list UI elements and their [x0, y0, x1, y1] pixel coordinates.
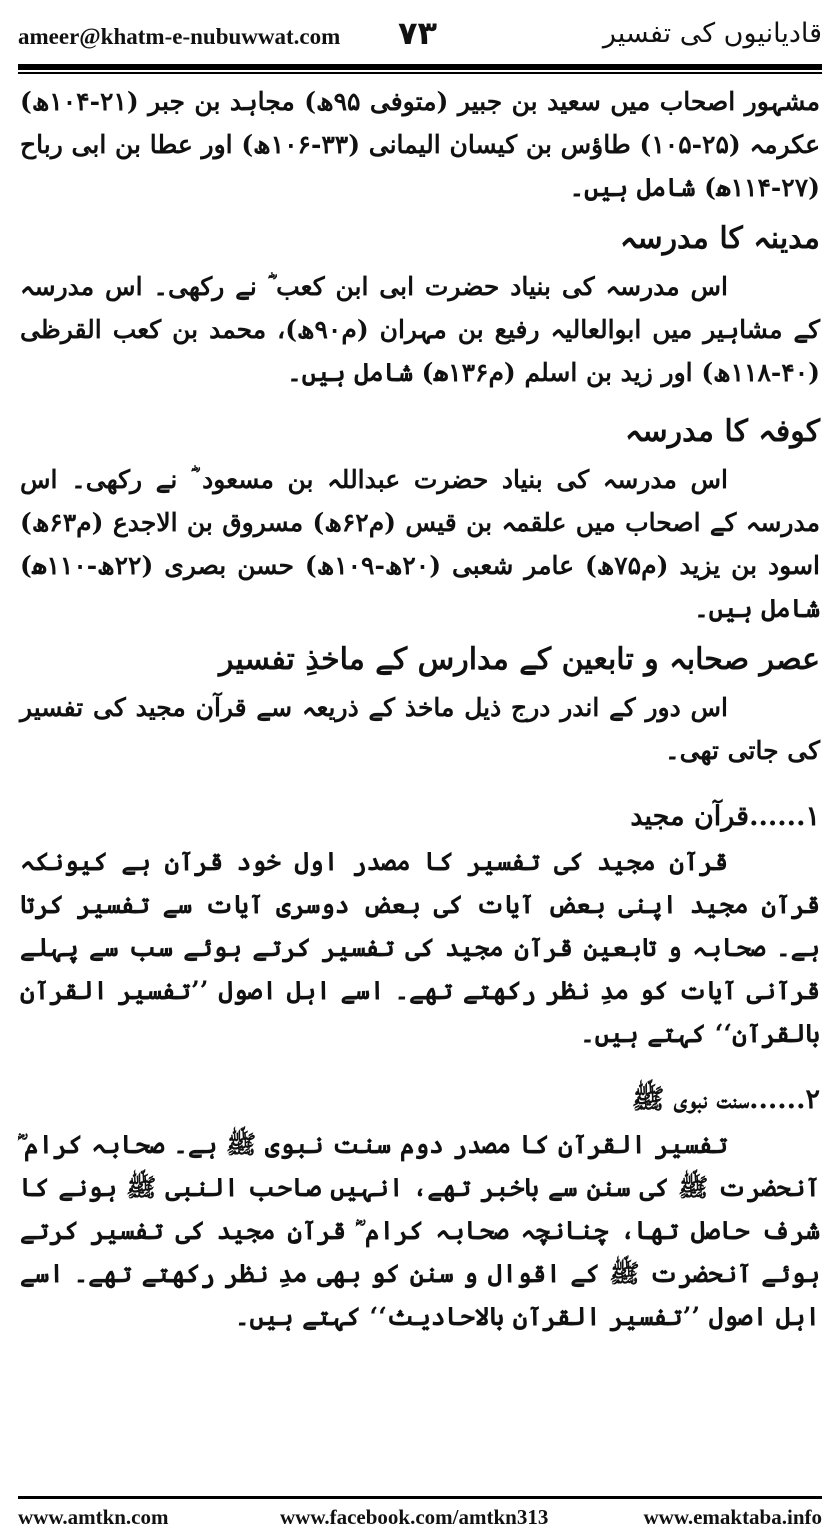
book-title: قادیانیوں کی تفسیر: [602, 18, 822, 49]
heading-kufa-school: کوفہ کا مدرسہ: [624, 414, 820, 449]
footer-link-emaktaba[interactable]: www.emaktaba.info: [643, 1505, 822, 1529]
page-header: [18, 10, 822, 62]
paragraph-tafsir-sources: اس دور کے اندر درج ذیل ماخذ کے ذریعہ سے قرآن مجید کی تفسیر کی جاتی تھی۔: [20, 693, 820, 765]
paragraph-sunnah: تفسیر القرآن کا مصدر دوم سنت نبوی ﷺ ہے۔ صحابہ کرام ؓ آنحضرت ﷺ کی سنن سے باخبر تھے، انہیں صاحب النبی ﷺ ہونے کا شرف حاصل تھا، چنانچہ صحابہ کرام ؓ قرآنِ مجید کی تفسیر کرتے ہوئے آنحضرت ﷺ کے اقوال و سنن کو بھی مدِ نظر رکھتے تھے۔ اسے اہل اصول ’’تفسیر القرآن بالاحادیث‘‘ کہتے ہیں۔: [20, 1130, 820, 1331]
paragraph-makki-scholars: مشہور اصحاب میں سعید بن جبیر (متوفی ۹۵ھ) مجاہد بن جبر (۲۱-۱۰۴ھ) عکرمہ (۲۵-۱۰۵) طاؤس بن کیسان الیمانی (۳۳-۱۰۶ھ) اور عطا بن ابی رباح (۲۷-۱۱۴ھ) شامل ہیں۔: [20, 87, 821, 202]
page-footer: [18, 1505, 822, 1535]
page-body: [20, 80, 820, 1338]
heading-madina-school: مدینہ کا مدرسہ: [619, 221, 820, 256]
page-number: ۷۳: [398, 14, 438, 52]
paragraph-kufa-school: اس مدرسہ کی بنیاد حضرت عبداللہ بن مسعود ؓ نے رکھی۔ اس مدرسہ کے اصحاب میں علقمہ بن قیس (م۶۲ھ) مسروق بن الاجدع (م۶۳ھ) اسود بن یزید (م۷۵ھ) عامر شعبی (۲۰ھ-۱۰۹ھ) حسن بصری (۲۲ھ-۱۱۰ھ) شامل ہیں۔: [20, 465, 820, 623]
footer-rule: [18, 1496, 822, 1499]
paragraph-quran: قرآن مجید کی تفسیر کا مصدر اول خود قرآن ہے کیونکہ قرآن مجید اپنی بعض آیات کی بعض دوسری آیات سے تفسیر کرتا ہے۔ صحابہ و تابعین قرآن مجید کی تفسیر کرتے ہوئے سب سے پہلے قرآنی آیات کو مدِ نظر رکھتے تھے۔ اسے اہل اصول ’’تفسیر القرآن بالقرآن‘‘ کہتے ہیں۔: [20, 847, 820, 1048]
heading-sunnah: ۲......سنت نبوی ﷺ: [631, 1084, 820, 1115]
footer-link-amtkn[interactable]: www.amtkn.com: [18, 1505, 169, 1529]
footer-link-facebook[interactable]: www.facebook.com/amtkn313: [280, 1505, 549, 1529]
heading-tafsir-sources: عصر صحابہ و تابعین کے مدارس کے ماخذِ تفسیر: [219, 642, 820, 677]
header-email: ameer@khatm-e-nubuwwat.com: [18, 24, 341, 49]
header-rule-thin: [18, 72, 822, 74]
heading-quran: ۱......قرآن مجید: [630, 801, 820, 832]
header-rule-thick: [18, 64, 822, 70]
paragraph-madina-school: اس مدرسہ کی بنیاد حضرت ابی ابن کعب ؓ نے رکھی۔ اس مدرسہ کے مشاہیر میں ابوالعالیہ رفیع بن مہران (م۹۰ھ)، محمد بن کعب القرظی (۴۰-۱۱۸ھ) اور زید بن اسلم (م۱۳۶ھ) شامل ہیں۔: [20, 272, 820, 387]
